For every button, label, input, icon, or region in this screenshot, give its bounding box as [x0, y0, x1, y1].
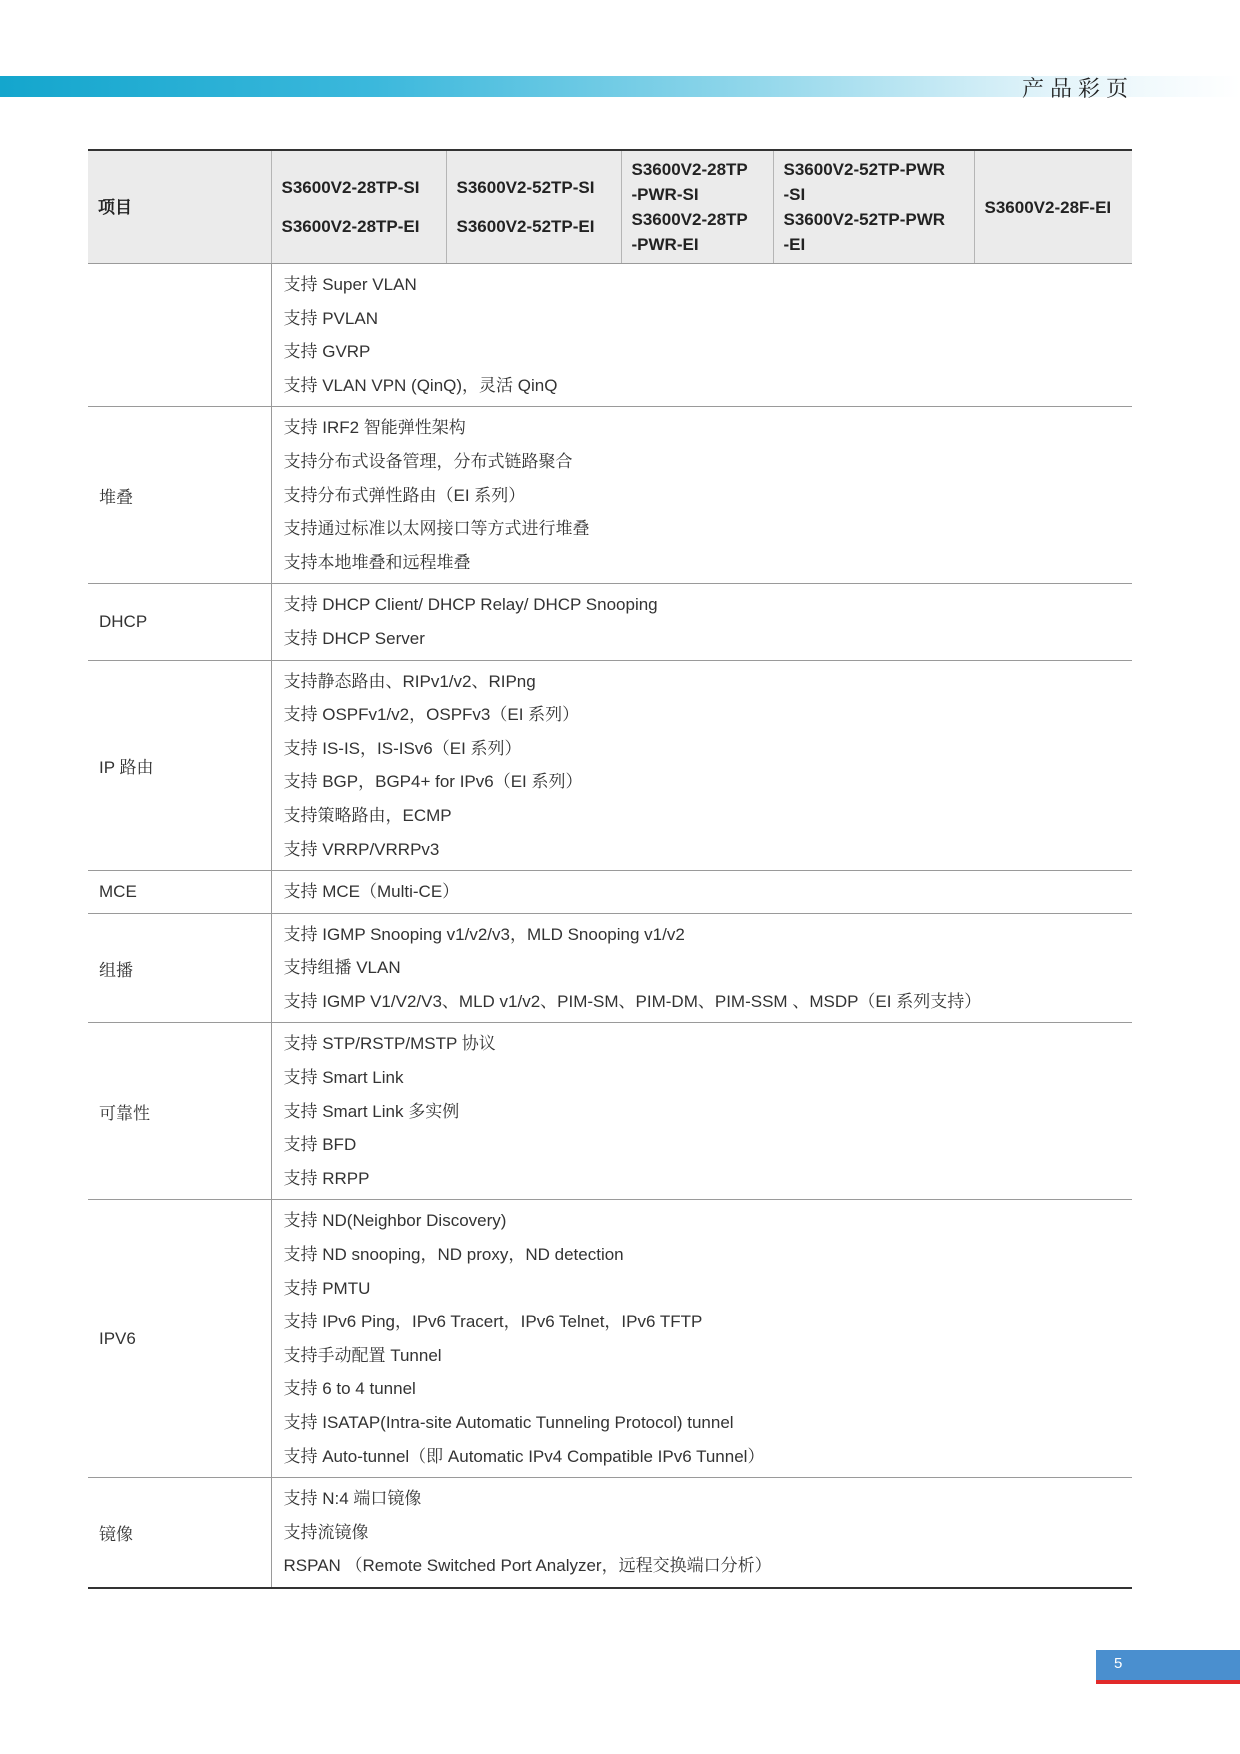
header-line: S3600V2-28TP-EI	[281, 217, 420, 236]
feature-line: 支持 RRPP	[283, 1168, 370, 1188]
column-header-item	[88, 150, 271, 264]
header-gap	[457, 200, 611, 214]
feature-line: 支持通过标准以太网接口等方式进行堆叠	[283, 519, 590, 539]
feature-line: 支持策略路由，ECMP	[283, 805, 452, 825]
header-gap	[282, 200, 436, 214]
header-line: S3600V2-28TP	[631, 210, 748, 229]
category-cell	[88, 264, 271, 407]
feature-line: 支持 ND snooping，ND proxy，ND detection	[283, 1245, 624, 1265]
table-row	[88, 1200, 1132, 1478]
column-header-model	[271, 150, 446, 264]
feature-line: 支持 MCE（Multi-CE）	[283, 882, 460, 902]
feature-line: 支持 VLAN VPN (QinQ)，灵活 QinQ	[283, 375, 558, 395]
feature-line: 支持 BGP，BGP4+ for IPv6（EI 系列）	[283, 772, 583, 792]
table-row	[88, 660, 1132, 871]
feature-cell	[271, 1478, 1132, 1588]
feature-line: 支持本地堆叠和远程堆叠	[283, 552, 471, 572]
feature-line: 支持 IS-IS，IS-ISv6（EI 系列）	[283, 738, 522, 758]
feature-line: RSPAN （Remote Switched Port Analyzer，远程交换端口分析）	[283, 1556, 772, 1576]
feature-line: 支持 Smart Link 多实例	[283, 1101, 460, 1121]
column-header-model	[621, 150, 773, 264]
header-line: S3600V2-52TP-PWR	[783, 210, 946, 229]
feature-cell	[271, 660, 1132, 871]
feature-line: 支持 PVLAN	[283, 308, 378, 328]
feature-line: 支持 IPv6 Ping，IPv6 Tracert，IPv6 Telnet，IPv6 TFTP	[283, 1312, 703, 1332]
feature-line: 支持 STP/RSTP/MSTP 协议	[283, 1034, 496, 1054]
category-cell: 可靠性	[88, 1023, 271, 1200]
header-line: S3600V2-52TP-PWR	[783, 160, 946, 179]
feature-cell	[271, 1023, 1132, 1200]
category-cell: IP 路由	[88, 660, 271, 871]
header-line: S3600V2-28TP-SI	[281, 178, 420, 197]
feature-line: 支持 BFD	[283, 1135, 357, 1155]
feature-line: 支持组播 VLAN	[283, 958, 401, 978]
table-row	[88, 871, 1132, 914]
feature-line: 支持 DHCP Client/ DHCP Relay/ DHCP Snooping	[283, 595, 658, 615]
header-title: 产品彩页	[1021, 76, 1134, 101]
feature-line: 支持 Auto-tunnel（即 Automatic IPv4 Compatible IPv6 Tunnel）	[283, 1446, 765, 1466]
feature-cell	[271, 913, 1132, 1023]
header-line: S3600V2-28F-EI	[984, 197, 1112, 217]
header-line: 项目	[98, 197, 132, 217]
table-row	[88, 264, 1132, 407]
feature-line: 支持 VRRP/VRRPv3	[283, 839, 440, 859]
feature-line: 支持分布式设备管理，分布式链路聚合	[283, 451, 573, 471]
category-cell: 组播	[88, 913, 271, 1023]
feature-cell	[271, 584, 1132, 660]
feature-line: 支持手动配置 Tunnel	[283, 1345, 442, 1365]
header-line: -EI	[783, 235, 806, 254]
feature-line: 支持流镜像	[283, 1522, 369, 1542]
category-cell: 堆叠	[88, 407, 271, 584]
table-row	[88, 1023, 1132, 1200]
column-header-model	[446, 150, 621, 264]
header-line: S3600V2-52TP-EI	[456, 217, 595, 236]
spec-table	[88, 149, 1132, 1589]
feature-line: 支持 IRF2 智能弹性架构	[283, 418, 466, 438]
feature-line: 支持 Super VLAN	[283, 275, 417, 294]
feature-cell	[271, 871, 1132, 914]
feature-line: 支持 ND(Neighbor Discovery)	[283, 1211, 507, 1231]
header-line: S3600V2-52TP-SI	[456, 178, 595, 197]
feature-line: 支持 N:4 端口镜像	[283, 1489, 422, 1509]
category-cell: IPV6	[88, 1200, 271, 1478]
table-row	[88, 407, 1132, 584]
category-cell: 镜像	[88, 1478, 271, 1588]
category-cell: MCE	[88, 871, 271, 914]
feature-cell	[271, 407, 1132, 584]
feature-line: 支持 PMTU	[283, 1278, 371, 1298]
table-header-row	[88, 150, 1132, 264]
header-line: -PWR-SI	[631, 185, 699, 204]
table-row	[88, 1478, 1132, 1588]
feature-line: 支持 DHCP Server	[283, 628, 425, 648]
feature-cell	[271, 1200, 1132, 1478]
header-line: S3600V2-28TP	[631, 160, 748, 179]
table-row	[88, 584, 1132, 660]
feature-line: 支持 6 to 4 tunnel	[283, 1379, 416, 1399]
feature-line: 支持 IGMP V1/V2/V3、MLD v1/v2、PIM-SM、PIM-DM、PIM-SSM 、MSDP（EI 系列支持）	[283, 991, 982, 1011]
column-header-model	[974, 150, 1132, 264]
feature-cell	[271, 264, 1132, 407]
table-row	[88, 913, 1132, 1023]
feature-line: 支持 OSPFv1/v2，OSPFv3（EI 系列）	[283, 705, 580, 725]
feature-line: 支持 ISATAP(Intra-site Automatic Tunneling Protocol) tunnel	[283, 1413, 734, 1432]
category-cell: DHCP	[88, 584, 271, 660]
feature-line: 支持静态路由、RIPv1/v2、RIPng	[283, 671, 536, 691]
feature-line: 支持 GVRP	[283, 342, 371, 362]
feature-line: 支持 Smart Link	[283, 1068, 404, 1088]
feature-line: 支持 IGMP Snooping v1/v2/v3，MLD Snooping v1/v2	[283, 924, 685, 944]
column-header-model	[773, 150, 974, 264]
page-number-box	[1096, 1650, 1240, 1684]
page-number: 5	[1114, 1655, 1123, 1672]
header-line: -PWR-EI	[631, 235, 699, 254]
header-line: -SI	[783, 185, 806, 204]
feature-line: 支持分布式弹性路由（EI 系列）	[283, 485, 526, 505]
